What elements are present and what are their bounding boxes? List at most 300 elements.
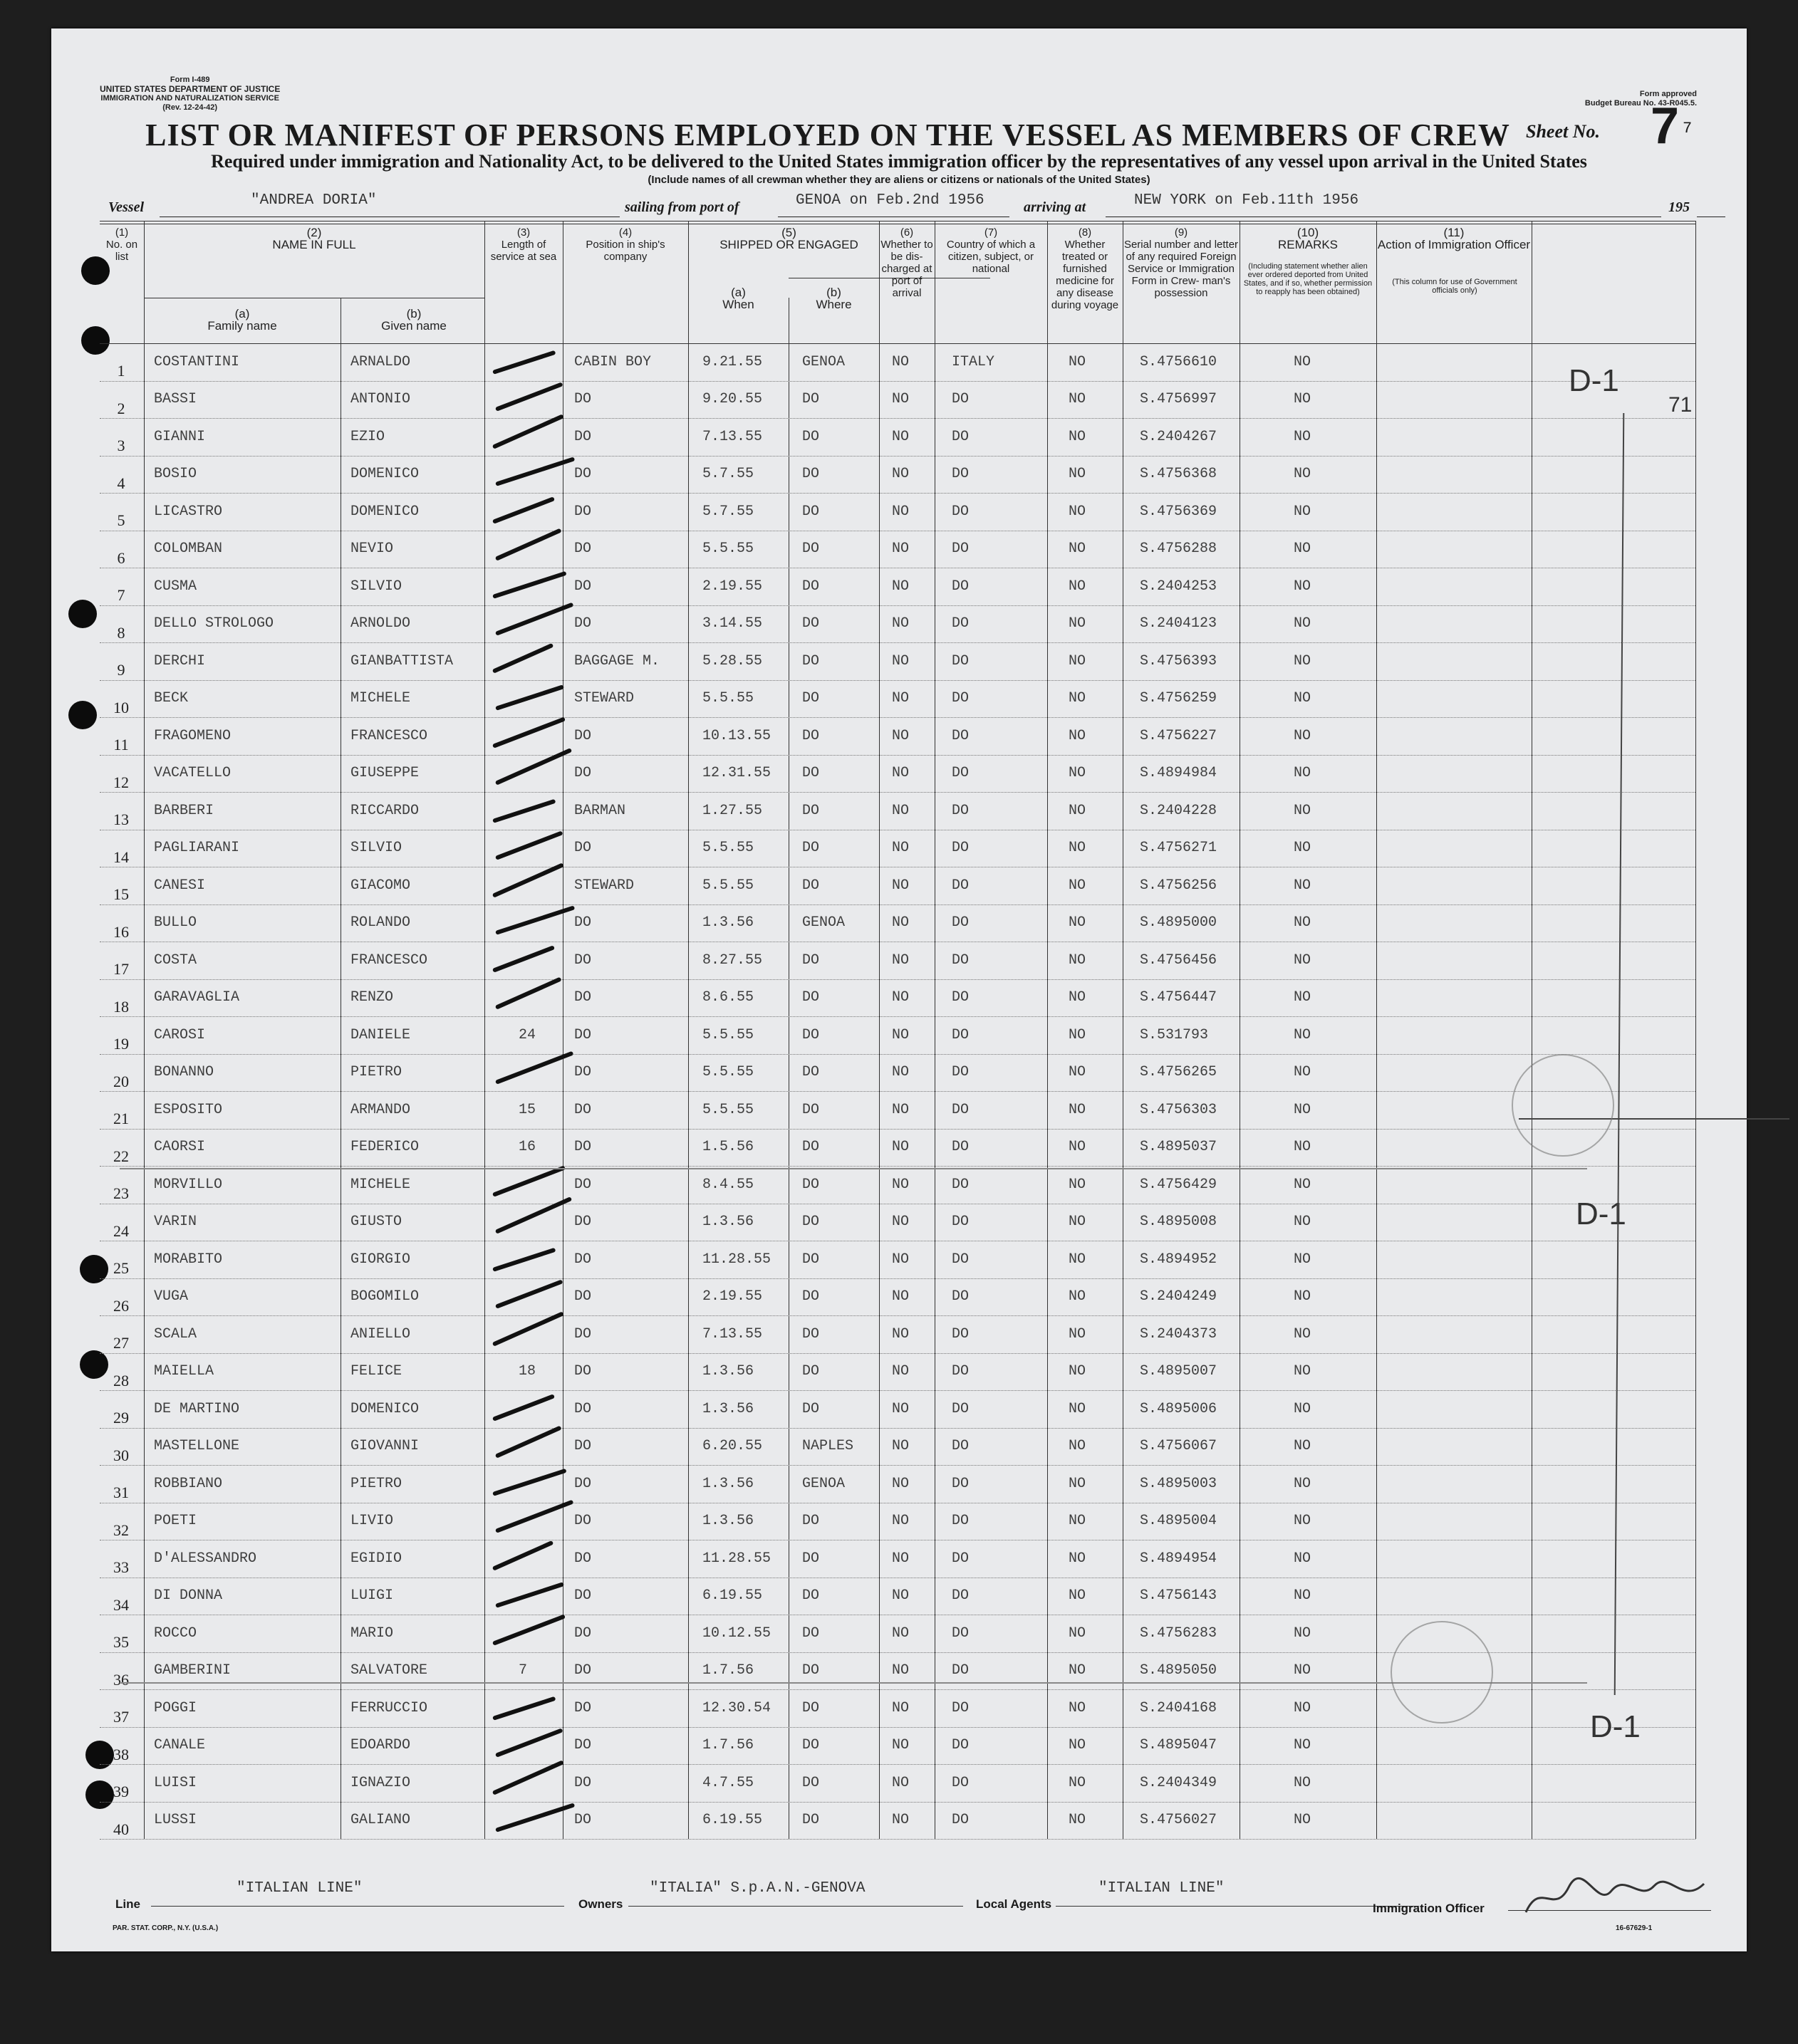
- position: STEWARD: [574, 877, 635, 894]
- family-name: GARAVAGLIA: [154, 989, 240, 1006]
- header-shipped-or-engaged-number: (5): [781, 226, 796, 239]
- header-immigration-action: [1376, 226, 1532, 251]
- table-row: [100, 979, 1695, 1017]
- treated: NO: [1069, 353, 1086, 370]
- treated: NO: [1069, 914, 1086, 932]
- row-36-strikethrough: [120, 1682, 1587, 1684]
- given-name: GIUSEPPE: [350, 765, 420, 782]
- serial-number: S.4756259: [1140, 690, 1217, 707]
- treated: NO: [1069, 1026, 1086, 1043]
- shipped-when: 1.3.56: [702, 1214, 754, 1231]
- country: DO: [952, 727, 970, 744]
- form-number: Form I-489: [170, 75, 210, 84]
- serial-number: S.4894984: [1140, 765, 1217, 782]
- remarks: NO: [1294, 690, 1311, 707]
- voyage-details: [108, 189, 1725, 218]
- shipped-when: 6.19.55: [702, 1587, 763, 1605]
- country: DO: [952, 503, 970, 520]
- row-number: 38: [113, 1745, 129, 1763]
- serial-number: S.4756447: [1140, 989, 1217, 1006]
- serial-number: S.4756368: [1140, 466, 1217, 483]
- remarks: NO: [1294, 1625, 1311, 1642]
- serial-number: S.4756271: [1140, 840, 1217, 857]
- remarks: NO: [1294, 391, 1311, 408]
- shipped-where: DO: [802, 1625, 820, 1642]
- given-name: MICHELE: [350, 690, 411, 707]
- length-of-service: 24: [519, 1026, 536, 1043]
- header-immigration-action-text: Action of Immigration Officer: [1377, 238, 1531, 251]
- shipped-when: 4.7.55: [702, 1774, 754, 1791]
- discharged: NO: [892, 391, 910, 408]
- row-number: 23: [113, 1184, 129, 1203]
- header-position-text: Position in ship's company: [586, 239, 665, 263]
- arriving-label: arriving at: [1024, 199, 1086, 215]
- given-name: IGNAZIO: [350, 1774, 411, 1791]
- header-name-in-full-number: (2): [306, 226, 322, 239]
- shipped-where: DO: [802, 503, 820, 520]
- given-name: FRANCESCO: [350, 951, 428, 969]
- table-row: [100, 1764, 1695, 1802]
- serial-number: S.4895007: [1140, 1363, 1217, 1380]
- discharged: NO: [892, 541, 910, 558]
- table-row: [100, 1091, 1695, 1129]
- row-number: 18: [113, 997, 129, 1016]
- header-given-name: [346, 308, 482, 332]
- serial-number: S.4895003: [1140, 1475, 1217, 1492]
- country: DO: [952, 1139, 970, 1156]
- header-given-name-number: (b): [406, 307, 422, 320]
- column-divider: [1695, 221, 1696, 1839]
- length-of-service: 16: [519, 1139, 536, 1156]
- position: DO: [574, 503, 592, 520]
- shipped-when: 2.19.55: [702, 578, 763, 595]
- row-number: 27: [113, 1334, 129, 1352]
- shipped-where: DO: [802, 840, 820, 857]
- family-name: GIANNI: [154, 428, 206, 445]
- position: DO: [574, 1176, 592, 1193]
- family-name: MAIELLA: [154, 1363, 214, 1380]
- serial-number: S.4756429: [1140, 1176, 1217, 1193]
- shipped-where: NAPLES: [802, 1438, 854, 1455]
- serial-number: S.2404228: [1140, 802, 1217, 819]
- length-of-service: 7: [519, 1662, 528, 1679]
- country: DO: [952, 1251, 970, 1268]
- treated: NO: [1069, 765, 1086, 782]
- header-shipped-or-engaged: [688, 226, 890, 251]
- given-name: FRANCESCO: [350, 727, 428, 744]
- remarks: NO: [1294, 1288, 1311, 1305]
- table-row: [100, 1428, 1695, 1466]
- shipped-where: DO: [802, 466, 820, 483]
- row-number: 30: [113, 1446, 129, 1464]
- row-number: 21: [113, 1110, 129, 1128]
- country: DO: [952, 652, 970, 669]
- shipped-where: DO: [802, 1139, 820, 1156]
- family-name: ROBBIANO: [154, 1475, 223, 1492]
- serial-number: S.4756283: [1140, 1625, 1217, 1642]
- treated: NO: [1069, 466, 1086, 483]
- serial-number: S.4756256: [1140, 877, 1217, 894]
- shipped-where: DO: [802, 652, 820, 669]
- discharged: NO: [892, 727, 910, 744]
- shipped-where: DO: [802, 1288, 820, 1305]
- given-name: GIUSTO: [350, 1214, 402, 1231]
- header-position: [563, 226, 688, 263]
- row-number: 10: [113, 698, 129, 716]
- position: DO: [574, 1550, 592, 1567]
- discharged: NO: [892, 1139, 910, 1156]
- row-number: 2: [117, 399, 125, 417]
- given-name: GIOVANNI: [350, 1438, 420, 1455]
- country: DO: [952, 690, 970, 707]
- remarks: NO: [1294, 802, 1311, 819]
- serial-number: S.531793: [1140, 1026, 1209, 1043]
- treated: NO: [1069, 1139, 1086, 1156]
- shipped-when: 5.5.55: [702, 840, 754, 857]
- given-name: MARIO: [350, 1625, 394, 1642]
- position: DO: [574, 541, 592, 558]
- table-row: [100, 867, 1695, 904]
- discharged: NO: [892, 1438, 910, 1455]
- family-name: DI DONNA: [154, 1587, 223, 1605]
- row-22-strikethrough: [120, 1168, 1587, 1169]
- shipped-when: 5.5.55: [702, 877, 754, 894]
- discharged: NO: [892, 1026, 910, 1043]
- discharged: NO: [892, 1625, 910, 1642]
- discharged: NO: [892, 652, 910, 669]
- header-family-name: [150, 308, 335, 332]
- given-name: PIETRO: [350, 1475, 402, 1492]
- discharged: NO: [892, 1550, 910, 1567]
- header-where-number: (b): [826, 286, 841, 299]
- header-length-of-service-text: Length of service at sea: [490, 239, 557, 263]
- given-name: ANTONIO: [350, 391, 411, 408]
- serial-number: S.4756456: [1140, 951, 1217, 969]
- row-number: 35: [113, 1633, 129, 1652]
- shipped-where: DO: [802, 1101, 820, 1118]
- row-number: 37: [113, 1708, 129, 1726]
- treated: NO: [1069, 802, 1086, 819]
- remarks: NO: [1294, 1139, 1311, 1156]
- discharged: NO: [892, 578, 910, 595]
- treated: NO: [1069, 1176, 1086, 1193]
- remarks: NO: [1294, 1438, 1311, 1455]
- discharged: NO: [892, 466, 910, 483]
- table-row: [100, 1503, 1695, 1540]
- shipped-when: 3.14.55: [702, 615, 763, 632]
- row-number: 20: [113, 1072, 129, 1090]
- country: DO: [952, 1101, 970, 1118]
- given-name: FERRUCCIO: [350, 1699, 428, 1716]
- row-number: 29: [113, 1409, 129, 1427]
- country: DO: [952, 578, 970, 595]
- remarks: NO: [1294, 1251, 1311, 1268]
- given-name: MICHELE: [350, 1176, 411, 1193]
- treated: NO: [1069, 1774, 1086, 1791]
- given-name: DOMENICO: [350, 1400, 420, 1417]
- shipped-where: DO: [802, 1251, 820, 1268]
- given-name: RICCARDO: [350, 802, 420, 819]
- document-subtitle: Required under immigration and Nationality Act, to be delivered to the United States immigration officer by the representatives of any vessel upon arrival in the United States: [211, 151, 1587, 172]
- shipped-when: 9.20.55: [702, 391, 763, 408]
- table-row: [100, 1353, 1695, 1391]
- family-name: COSTANTINI: [154, 353, 240, 370]
- family-name: CAORSI: [154, 1139, 206, 1156]
- position: DO: [574, 1699, 592, 1716]
- header-country-number: (7): [984, 226, 998, 239]
- remarks: NO: [1294, 1737, 1311, 1754]
- shipped-where: GENOA: [802, 914, 846, 932]
- header-no-on-list-text: No. on list: [105, 239, 138, 263]
- serial-number: S.2404253: [1140, 578, 1217, 595]
- table-row: [100, 1578, 1695, 1615]
- family-name: BOSIO: [154, 466, 197, 483]
- position: DO: [574, 1812, 592, 1829]
- remarks: NO: [1294, 353, 1311, 370]
- discharged: NO: [892, 951, 910, 969]
- family-name: D'ALESSANDRO: [154, 1550, 257, 1567]
- manifest-sheet: [51, 28, 1747, 1951]
- given-name: LUIGI: [350, 1587, 394, 1605]
- given-name: SILVIO: [350, 578, 402, 595]
- length-of-service: 15: [519, 1101, 536, 1118]
- shipped-when: 10.13.55: [702, 727, 771, 744]
- header-country-text: Country of which a citizen, subject, or national: [946, 239, 1036, 275]
- treated: NO: [1069, 1737, 1086, 1754]
- header-discharged: [879, 226, 935, 299]
- discharged: NO: [892, 503, 910, 520]
- remarks: NO: [1294, 914, 1311, 932]
- position: DO: [574, 466, 592, 483]
- serial-number: S.4895008: [1140, 1214, 1217, 1231]
- row-number: 9: [117, 661, 125, 679]
- shipped-where: DO: [802, 1214, 820, 1231]
- treated: NO: [1069, 578, 1086, 595]
- given-name: ROLANDO: [350, 914, 411, 932]
- position: DO: [574, 1026, 592, 1043]
- shipped-when: 1.5.56: [702, 1139, 754, 1156]
- header-serial-number-number: (9): [1174, 226, 1188, 239]
- remarks: NO: [1294, 1812, 1311, 1829]
- family-name: LUISI: [154, 1774, 197, 1791]
- shipped-when: 12.31.55: [702, 765, 771, 782]
- shipped-where: DO: [802, 1400, 820, 1417]
- form-identification: [100, 75, 280, 113]
- given-name: GIACOMO: [350, 877, 411, 894]
- serial-number: S.4895050: [1140, 1662, 1217, 1679]
- table-row: [100, 1802, 1695, 1840]
- given-name: DANIELE: [350, 1026, 411, 1043]
- table-row: [100, 942, 1695, 979]
- shipped-where: GENOA: [802, 1475, 846, 1492]
- discharged: NO: [892, 1363, 910, 1380]
- document-title: LIST OR MANIFEST OF PERSONS EMPLOYED ON THE VESSEL AS MEMBERS OF CREW: [145, 118, 1510, 152]
- position: DO: [574, 1737, 592, 1754]
- shipped-when: 7.13.55: [702, 1325, 763, 1342]
- country: DO: [952, 466, 970, 483]
- discharged: NO: [892, 914, 910, 932]
- shipped-when: 5.5.55: [702, 690, 754, 707]
- header-position-number: (4): [618, 226, 633, 239]
- shipped-where: DO: [802, 1774, 820, 1791]
- position: STEWARD: [574, 690, 635, 707]
- table-row: [100, 1540, 1695, 1578]
- table-row: [100, 531, 1695, 568]
- treated: NO: [1069, 1550, 1086, 1567]
- country: DO: [952, 1214, 970, 1231]
- shipped-where: DO: [802, 541, 820, 558]
- approval-line-2: Budget Bureau No. 43-R045.5.: [1584, 99, 1697, 108]
- remarks: NO: [1294, 727, 1311, 744]
- shipped-when: 1.7.56: [702, 1662, 754, 1679]
- print-code: 16-67629-1: [1616, 1924, 1653, 1932]
- family-name: CANESI: [154, 877, 206, 894]
- position: DO: [574, 1475, 592, 1492]
- shipped-when: 6.19.55: [702, 1812, 763, 1829]
- position: DO: [574, 615, 592, 632]
- family-name: LICASTRO: [154, 503, 223, 520]
- position: DO: [574, 951, 592, 969]
- header-name-in-full: [144, 226, 484, 251]
- header-remarks-text: REMARKS: [1277, 238, 1339, 251]
- table-row: [100, 343, 1695, 381]
- position: DO: [574, 1101, 592, 1118]
- serial-number: S.4895037: [1140, 1139, 1217, 1156]
- shipped-where: DO: [802, 1812, 820, 1829]
- shipped-when: 1.3.56: [702, 1363, 754, 1380]
- annotation-d1-mid: D-1: [1576, 1196, 1626, 1231]
- table-row: [100, 642, 1695, 680]
- given-name: BOGOMILO: [350, 1288, 420, 1305]
- row-number: 7: [117, 586, 125, 605]
- agents-label: Local Agents: [976, 1897, 1052, 1911]
- shipped-where: DO: [802, 391, 820, 408]
- family-name: DE MARTINO: [154, 1400, 240, 1417]
- header-when-text: When: [722, 298, 754, 311]
- family-name: ROCCO: [154, 1625, 197, 1642]
- position: DO: [574, 1400, 592, 1417]
- row-number: 3: [117, 437, 125, 455]
- row-number: 24: [113, 1221, 129, 1240]
- treated: NO: [1069, 503, 1086, 520]
- position: DO: [574, 914, 592, 932]
- table-row: [100, 904, 1695, 942]
- country: DO: [952, 1587, 970, 1605]
- treated: NO: [1069, 989, 1086, 1006]
- remarks: NO: [1294, 1026, 1311, 1043]
- row-number: 39: [113, 1783, 129, 1801]
- treated: NO: [1069, 652, 1086, 669]
- shipped-when: 5.7.55: [702, 503, 754, 520]
- country: DO: [952, 1475, 970, 1492]
- printer-imprint: PAR. STAT. CORP., N.Y. (U.S.A.): [113, 1924, 219, 1932]
- sheet-number-label: Sheet No.: [1526, 121, 1600, 142]
- shipped-where: DO: [802, 1699, 820, 1716]
- shipped-where: DO: [802, 1513, 820, 1530]
- shipped-where: DO: [802, 727, 820, 744]
- country: DO: [952, 989, 970, 1006]
- given-name: SALVATORE: [350, 1662, 428, 1679]
- discharged: NO: [892, 765, 910, 782]
- discharged: NO: [892, 989, 910, 1006]
- country: DO: [952, 877, 970, 894]
- table-row: [100, 717, 1695, 755]
- shipped-where: DO: [802, 1587, 820, 1605]
- country: DO: [952, 951, 970, 969]
- header-where-text: Where: [816, 298, 852, 311]
- discharged: NO: [892, 1774, 910, 1791]
- treated: NO: [1069, 1064, 1086, 1081]
- shipped-when: 5.5.55: [702, 1101, 754, 1118]
- sheet-number-typed: 7: [1683, 120, 1693, 137]
- position: DO: [574, 1139, 592, 1156]
- discharged: NO: [892, 690, 910, 707]
- position: DO: [574, 1064, 592, 1081]
- department-name: UNITED STATES DEPARTMENT OF JUSTICE: [100, 84, 281, 94]
- shipped-where: DO: [802, 989, 820, 1006]
- treated: NO: [1069, 877, 1086, 894]
- remarks-note: (Including statement whether alien ever ordered deported from United States, and if so, whether permission to reapply has been obtained): [1243, 262, 1373, 296]
- position: DO: [574, 1325, 592, 1342]
- country: DO: [952, 1699, 970, 1716]
- discharged: NO: [892, 1288, 910, 1305]
- serial-number: S.4756288: [1140, 541, 1217, 558]
- row-number: 1: [117, 362, 125, 380]
- family-name: ESPOSITO: [154, 1101, 223, 1118]
- table-row: [100, 418, 1695, 456]
- shipped-when: 7.13.55: [702, 428, 763, 445]
- punch-hole: [68, 600, 97, 628]
- given-name: FEDERICO: [350, 1139, 420, 1156]
- line-value: "ITALIAN LINE": [237, 1880, 363, 1897]
- country: DO: [952, 1176, 970, 1193]
- remarks: NO: [1294, 1587, 1311, 1605]
- country: DO: [952, 1438, 970, 1455]
- position: DO: [574, 765, 592, 782]
- crew-table: [100, 221, 1695, 1859]
- serial-number: S.4756067: [1140, 1438, 1217, 1455]
- given-name: GALIANO: [350, 1812, 411, 1829]
- table-row: [100, 568, 1695, 605]
- family-name: PAGLIARANI: [154, 840, 240, 857]
- treated: NO: [1069, 1288, 1086, 1305]
- shipped-when: 5.5.55: [702, 1026, 754, 1043]
- family-name: BULLO: [154, 914, 197, 932]
- given-name: NEVIO: [350, 541, 394, 558]
- given-name: GIANBATTISTA: [350, 652, 454, 669]
- table-row: [100, 680, 1695, 718]
- remarks: NO: [1294, 615, 1311, 632]
- row-number: 33: [113, 1558, 129, 1577]
- treated: NO: [1069, 1400, 1086, 1417]
- owners-value: "ITALIA" S.p.A.N.-GENOVA: [650, 1880, 866, 1897]
- table-row: [100, 1727, 1695, 1765]
- shipped-when: 1.27.55: [702, 802, 763, 819]
- owners-label: Owners: [578, 1897, 623, 1911]
- form-approval: [1585, 90, 1697, 108]
- discharged: NO: [892, 840, 910, 857]
- remarks: NO: [1294, 989, 1311, 1006]
- given-name: DOMENICO: [350, 466, 420, 483]
- treated: NO: [1069, 391, 1086, 408]
- remarks: NO: [1294, 1064, 1311, 1081]
- family-name: MORABITO: [154, 1251, 223, 1268]
- remarks: NO: [1294, 1475, 1311, 1492]
- family-name: VACATELLO: [154, 765, 232, 782]
- row-number: 28: [113, 1371, 129, 1389]
- treated: NO: [1069, 951, 1086, 969]
- shipped-when: 12.30.54: [702, 1699, 771, 1716]
